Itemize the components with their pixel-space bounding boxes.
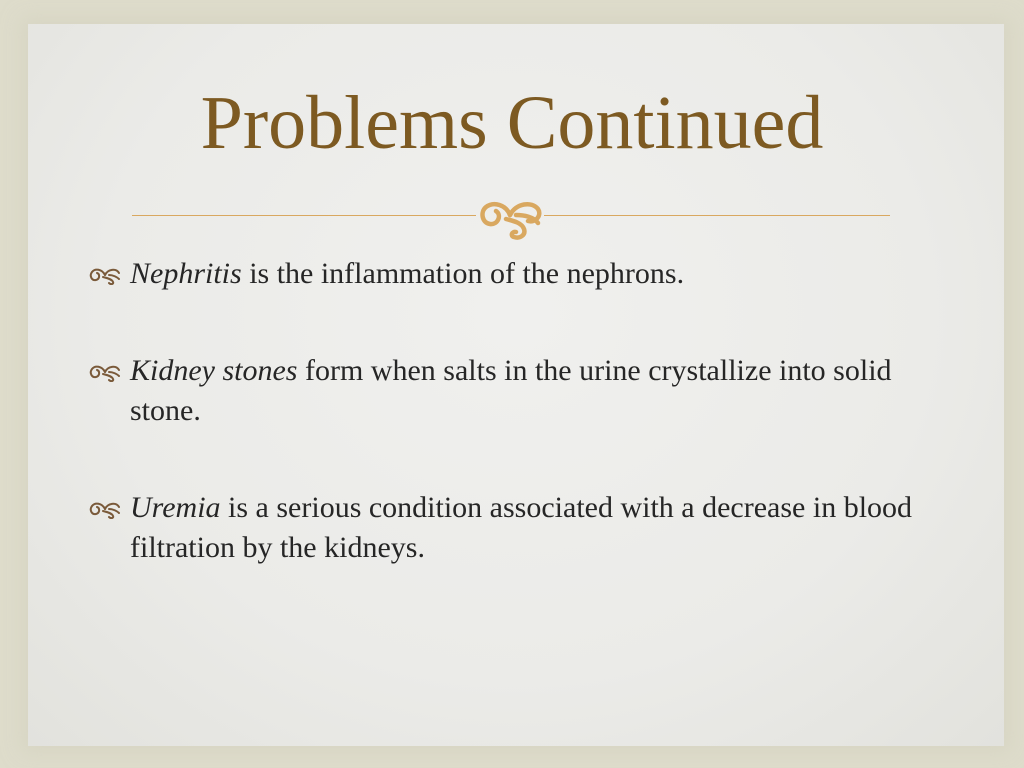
bullet-term: Uremia (130, 491, 221, 524)
bullet-text: is the inflammation of the nephrons. (241, 257, 685, 290)
list-item (88, 488, 968, 568)
list-item (88, 351, 968, 431)
list-item (88, 254, 968, 294)
divider-line-right (544, 215, 890, 216)
bullet-list (88, 254, 968, 568)
bullet-term: Kidney stones (130, 354, 298, 387)
title-divider (132, 193, 890, 243)
bullet-text: form when salts in the urine crystallize into solid stone. (130, 354, 892, 427)
flourish-icon (476, 193, 544, 241)
flourish-bullet-icon (88, 362, 122, 382)
divider-line-left (132, 215, 476, 216)
flourish-bullet-icon (88, 499, 122, 519)
bullet-term: Nephritis (130, 257, 242, 290)
slide-title: Problems Continued (200, 81, 824, 165)
bullet-text: is a serious condition associated with a decrease in blood filtration by the kidneys. (130, 491, 913, 564)
flourish-bullet-icon (88, 265, 122, 285)
